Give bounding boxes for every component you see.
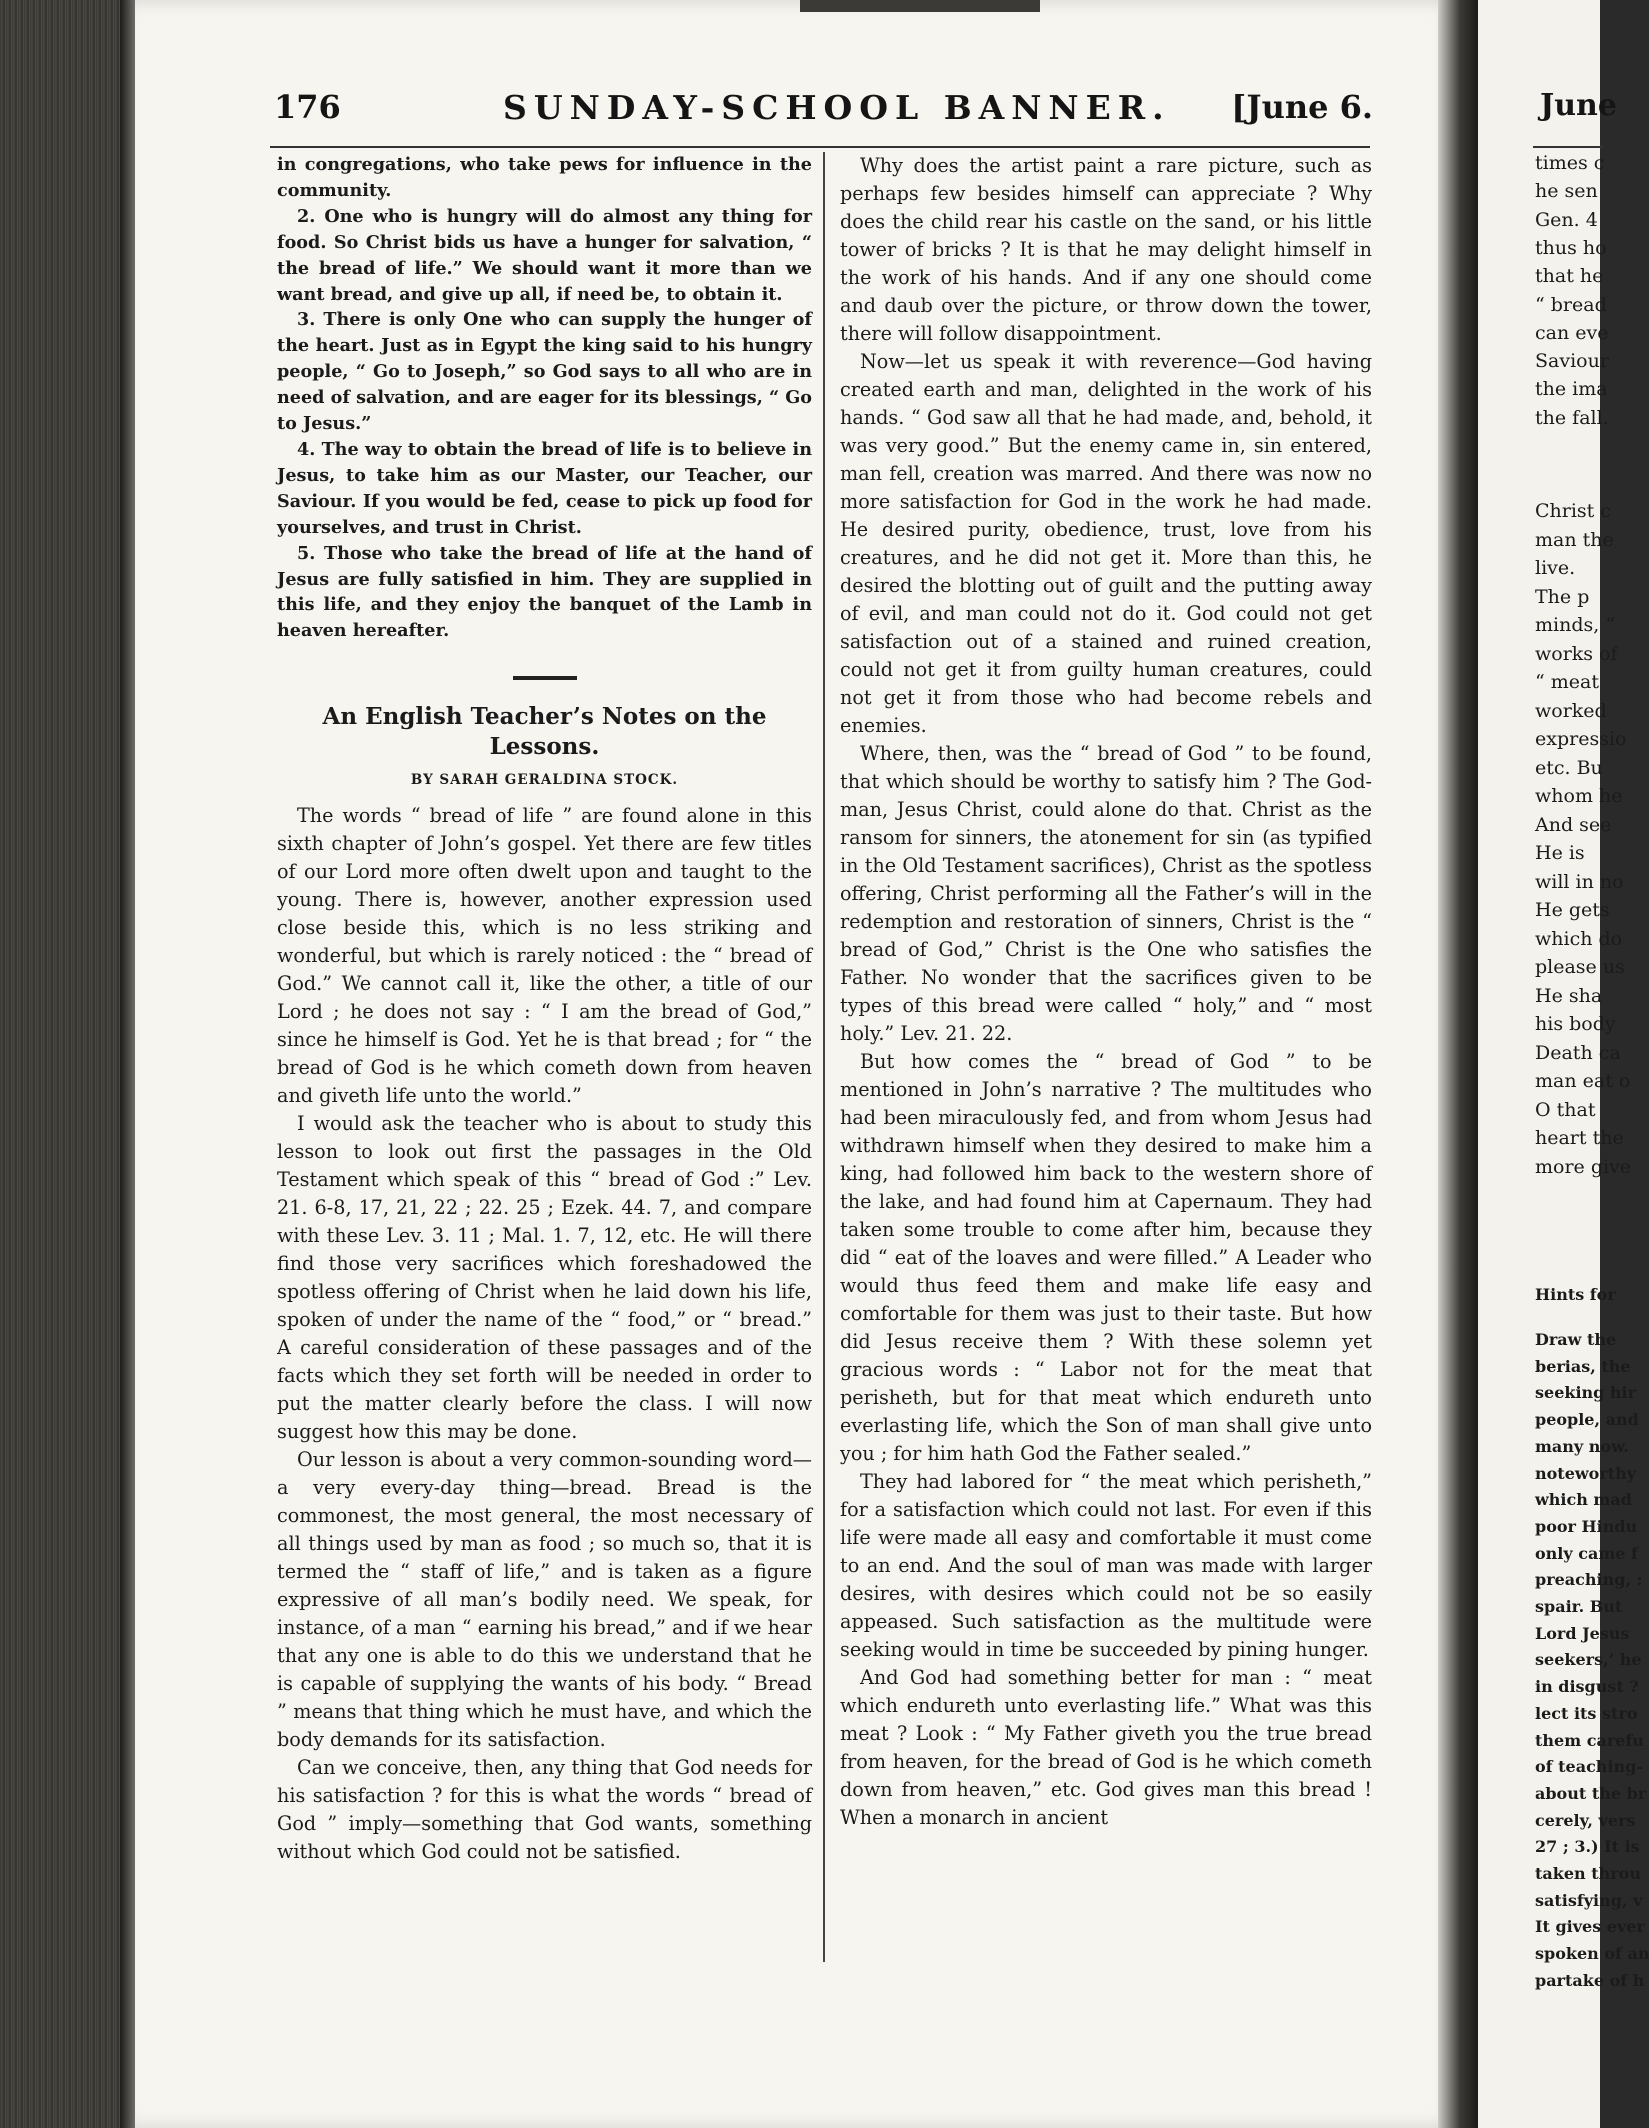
facing-page-line: “ bread <box>1535 293 1607 316</box>
facing-page-line: poor Hindu <box>1535 1516 1638 1536</box>
column-divider <box>823 152 825 1962</box>
facing-page-line: etc. Bu <box>1535 756 1603 779</box>
list-item: 5. Those who take the bread of life at the hand of Jesus are fully satisfied in him. They are supplied in this life, and they enjoy the banquet of the Lamb in heaven hereafter. <box>277 542 812 642</box>
article-byline: BY SARAH GERALDINA STOCK. <box>410 772 679 789</box>
article-paragraph: They had labored for “ the meat which perisheth,” for a satisfaction which could not last. For even if this life were made all easy and comfortable it must come to an end. And the soul of man was made with larger desires, with desires which could not be so easily appeased. Such satisfaction as the multitude were seeking would in time be succeeded by pining hunger. <box>840 1470 1372 1661</box>
facing-page-line: Death ca <box>1535 1041 1621 1064</box>
facing-page-line: his body <box>1535 1013 1616 1035</box>
facing-page-line: live. <box>1535 557 1576 579</box>
facing-page-line: spoken of an <box>1535 1944 1649 1964</box>
facing-page-heading: Hints for <box>1535 1285 1616 1304</box>
facing-page-line: cerely, vers <box>1535 1810 1636 1830</box>
facing-page-sliver <box>1478 0 1649 2128</box>
article-paragraph: Our lesson is about a very common-sounding word—a very every-day thing—bread. Bread is the commonest, the most general, the most necessary of all things used by man as food ; so much so, that it is termed the “ staff of life,” and is taken as a figure expressive of all man’s bodily need. We speak, for instance, of a man “ earning his bread,” and if we hear that any one is able to do this we understand that he is capable of supplying the wants of his body. “ Bread ” means that thing which he must have, and which the body demands for its satisfaction. <box>277 1448 812 1752</box>
facing-page-line: Saviour <box>1535 350 1609 373</box>
article-paragraph: And God had something better for man : “ meat which endureth unto everlasting life.” What was this meat ? Look : “ My Father giveth you the true bread from heaven, for the bread of God is he which cometh down from heaven,” etc. God gives man this bread ! When a monarch in ancient <box>840 1666 1372 1829</box>
facing-page-line: will in no <box>1535 870 1624 893</box>
facing-page-line: he sen <box>1535 180 1598 203</box>
list-item: 3. There is only One who can supply the hunger of the heart. Just as in Egypt the king said to his hungry people, “ Go to Joseph,” so God says to all who are in need of salvation, and are eager for its blessings, “ Go to Jesus.” <box>277 309 812 435</box>
facing-page-line: preaching, : <box>1535 1570 1643 1590</box>
facing-page-line: thus ho <box>1535 236 1607 259</box>
article-paragraph: Can we conceive, then, any thing that God needs for his satisfaction ? for this is what the words “ bread of God ” imply—something that God wants, something without which God could not be satisfied. <box>277 1756 812 1864</box>
facing-page-line: of teaching- <box>1535 1757 1643 1777</box>
lesson-points-list <box>277 152 812 644</box>
page-header <box>148 88 1373 138</box>
facing-page-line: lect its stro <box>1535 1703 1638 1723</box>
facing-page-line: He is <box>1535 842 1585 864</box>
facing-page-line: minds, “ <box>1535 614 1616 636</box>
facing-page-line: satisfying, v <box>1535 1890 1643 1910</box>
article-title: An English Teacher’s Notes on the Lessons. <box>322 703 767 761</box>
facing-page-line: He sha <box>1535 984 1603 1007</box>
article-paragraph: But how comes the “ bread of God ” to be mentioned in John’s narrative ? The multitudes who had been miraculously fed, and from whom Jesus had withdrawn himself when they desired to make him a king, had followed him back to the western shore of the lake, and had found him at Capernaum. They had taken some trouble to come after him, because they did “ eat of the loaves and were filled.” A Leader who would thus feed them and make life easy and comfortable for them was just to their taste. But how did Jesus receive them ? With these solemn yet gracious words : “ Labor not for the meat that perisheth, but for that meat which endureth unto everlasting life, which the Son of man shall give unto you ; for him hath God the Father sealed.” <box>840 1050 1372 1465</box>
facing-page-line: which do <box>1535 927 1623 950</box>
facing-page-line: “ meat <box>1535 671 1599 693</box>
facing-page-line: partake of h <box>1535 1970 1645 1990</box>
scan-top-shadow <box>800 0 1040 12</box>
facing-page-line: O that <box>1535 1098 1596 1121</box>
facing-page-header: June <box>1540 88 1617 123</box>
facing-page-line: people, and <box>1535 1410 1639 1430</box>
facing-page-line: Gen. 4 <box>1535 208 1598 231</box>
running-title: SUNDAY-SCHOOL BANNER. <box>503 88 1171 127</box>
facing-page-line: the fall. <box>1535 406 1609 429</box>
facing-page-line: whom he <box>1535 785 1623 807</box>
facing-page-line: only came f <box>1535 1543 1638 1563</box>
facing-page-line: expressio <box>1535 728 1627 750</box>
facing-page-line: noteworthy <box>1535 1463 1637 1483</box>
section-divider <box>513 676 577 680</box>
facing-page-line: times c <box>1535 152 1605 174</box>
facing-page-line: 27 ; 3.) It is <box>1535 1837 1640 1857</box>
facing-page-line: which mad <box>1535 1490 1632 1510</box>
facing-page-line: more give <box>1535 1155 1632 1178</box>
facing-page-line: seekers,’ he <box>1535 1650 1642 1670</box>
facing-page-line: the ima <box>1535 378 1608 401</box>
facing-page-line: taken throu <box>1535 1864 1641 1883</box>
article-paragraph: I would ask the teacher who is about to study this lesson to look out first the passages in the Old Testament which speak of this “ bread of God :” Lev. 21. 6-8, 17, 21, 22 ; 22. 25 ; Ezek. 44. 7, and compare with these Lev. 3. 11 ; Mal. 1. 7, 12, etc. He will there find those very sacrifices which foreshadowed the spotless offering of Christ when he laid down his life, spoken of under the name of the “ food,” or “ bread.” A careful consideration of these passages and of the facts which they set forth will be needed in order to put the matter clearly before the class. I will now suggest how this may be done. <box>277 1112 812 1444</box>
header-rule <box>270 146 1370 148</box>
facing-page-line: And see <box>1535 813 1612 836</box>
article-paragraph: Where, then, was the “ bread of God ” to be found, that which should be worthy to satisfy him ? The God-man, Jesus Christ, could alone do that. Christ as the ransom for sinners, the atonement for sin (as typified in the Old Testament sacrifices), Christ as the spotless offering, Christ performing all the Father’s will in the redemption and restoration of sinners, Christ is the “ bread of God,” Christ is the One who satisfies the Father. No wonder that the sacrifices given to be types of this bread were called “ holy,” and “ most holy.” Lev. 21. 22. <box>840 742 1372 1045</box>
facing-page-line: spair. But <box>1535 1597 1623 1616</box>
facing-page-line: seeking hir <box>1535 1383 1637 1403</box>
list-item: in congregations, who take pews for influence in the community. <box>277 154 812 201</box>
facing-page-line: that he <box>1535 265 1604 288</box>
facing-page-line: He gets <box>1535 899 1610 921</box>
article-paragraph: Why does the artist paint a rare picture, such as perhaps few besides himself can appreciate ? Why does the child rear his castle on the sand, or his little tower of bricks ? It is that he may delight himself in the work of his hands. And if any one should come and daub over the picture, or throw down the tower, there will follow disappointment. <box>840 154 1372 345</box>
facing-page-line: Christ c <box>1535 500 1611 522</box>
facing-page-line: Draw the <box>1535 1330 1617 1349</box>
right-column <box>840 152 1372 1832</box>
facing-page-line: many now. <box>1535 1436 1629 1456</box>
facing-page-rule <box>1533 146 1603 148</box>
facing-page-line: It gives ever <box>1535 1917 1645 1937</box>
left-column <box>277 152 812 1866</box>
facing-page-line: them carefu <box>1535 1730 1644 1750</box>
facing-page-line: worked <box>1535 699 1607 722</box>
facing-page-line: man eat o <box>1535 1070 1631 1092</box>
facing-page-line: The p <box>1535 585 1590 608</box>
list-item: 2. One who is hungry will do almost any thing for food. So Christ bids us have a hunger for salvation, “ the bread of life.” We should want it more than we want bread, and give up all, if need be, to obtain it. <box>277 205 812 305</box>
list-item: 4. The way to obtain the bread of life is to believe in Jesus, to take him as our Master, our Teacher, our Saviour. If you would be fed, cease to pick up food for yourselves, and trust in Christ. <box>277 438 812 538</box>
page-number: 176 <box>274 88 341 126</box>
facing-page-line: man the <box>1535 528 1614 551</box>
facing-page-line: berias, the <box>1535 1356 1631 1376</box>
facing-page-line: about the br <box>1535 1783 1647 1803</box>
header-date: [June 6. <box>1231 88 1373 126</box>
facing-page-line: Lord Jesus <box>1535 1623 1630 1643</box>
article-paragraph: Now—let us speak it with reverence—God having created earth and man, delighted in the work of his hands. “ God saw all that he had made, and, behold, it was very good.” But the enemy came in, sin entered, man fell, creation was marred. And there was now no more satisfaction for God in the work he had made. He desired purity, obedience, trust, love from his creatures, and he did not get it. More than this, he desired the blotting out of guilt and the putting away of evil, and man could not do it. God could not get satisfaction out of a stained and ruined creation, could not get it from guilty human creatures, could not get it from those who had become rebels and enemies. <box>840 350 1372 737</box>
book-gutter <box>1438 0 1478 2128</box>
facing-page-line: heart the <box>1535 1127 1624 1149</box>
book-binding-edge <box>0 0 135 2128</box>
facing-page-line: works of <box>1535 642 1618 665</box>
facing-page-line: in disgust ? <box>1535 1677 1639 1697</box>
facing-page-line: can eve <box>1535 321 1609 344</box>
facing-page-line: please us <box>1535 956 1625 978</box>
article-paragraph: The words “ bread of life ” are found alone in this sixth chapter of John’s gospel. Yet there are few titles of our Lord more often dwelt upon and taught to the young. There is, however, another expression used close beside this, which is no less striking and wonderful, but which is rarely noticed : the “ bread of God.” We cannot call it, like the other, a title of our Lord ; he does not say : “ I am the bread of God,” since he himself is God. Yet he is that bread ; for “ the bread of God is he which cometh down from heaven and giveth life unto the world.” <box>277 804 812 1108</box>
